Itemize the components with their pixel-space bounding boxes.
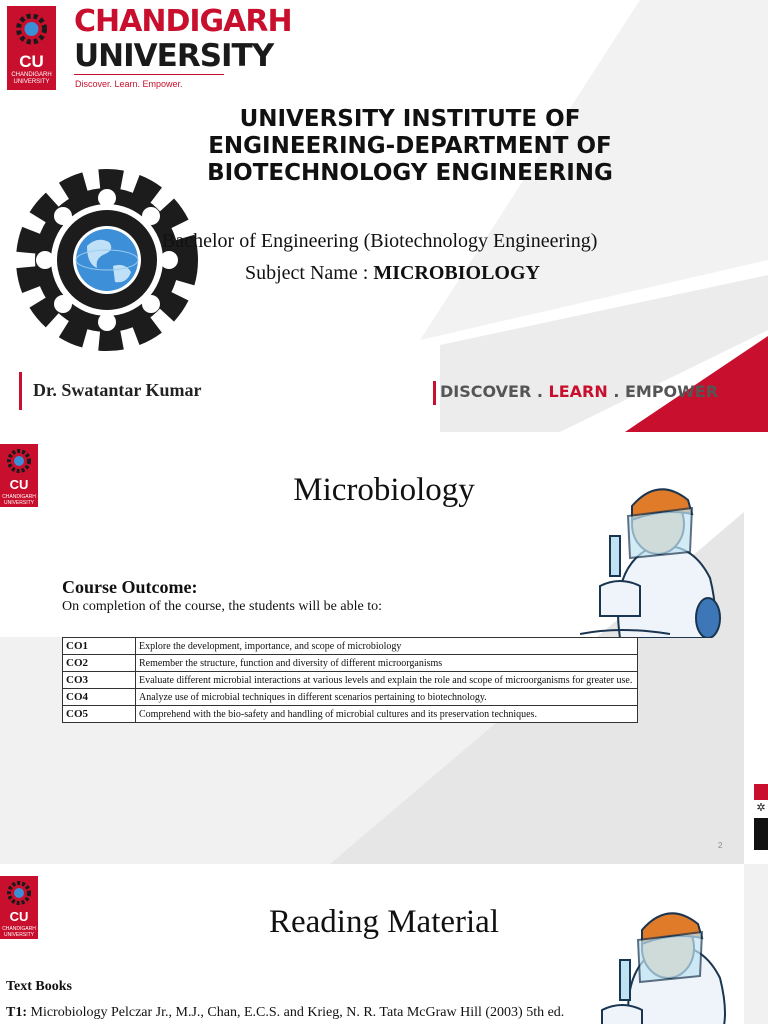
table-row bbox=[63, 638, 638, 655]
textbooks-heading: Text Books bbox=[6, 979, 73, 994]
side-tab-red bbox=[754, 784, 768, 800]
motto-learn: LEARN bbox=[548, 382, 608, 401]
logo-cu-text: CU bbox=[9, 477, 29, 492]
subject-line bbox=[245, 262, 540, 285]
outcome-code: CO5 bbox=[63, 706, 136, 723]
subject-name: MICROBIOLOGY bbox=[373, 262, 540, 284]
motto-accent-bar bbox=[433, 381, 436, 405]
t1-text: Microbiology Pelczar Jr., M.J., Chan, E.C.S. and Krieg, N. R. Tata McGraw Hill (2003) 5th ed. bbox=[27, 1005, 565, 1020]
motto-sep: . bbox=[607, 382, 625, 401]
gear-icon: ✲ bbox=[754, 801, 768, 815]
table-row bbox=[63, 706, 638, 723]
institute-title: UNIVERSITY INSTITUTE OF ENGINEERING-DEPARTMENT OF BIOTECHNOLOGY ENGINEERING bbox=[207, 106, 613, 186]
outcome-text: Evaluate different microbial interactions at various levels and explain the role and scope of microorganisms for greater use. bbox=[136, 672, 638, 689]
textbook-t1 bbox=[6, 1005, 564, 1021]
table-row bbox=[63, 689, 638, 706]
course-outcome-slide bbox=[0, 432, 768, 864]
page-number: 2 bbox=[718, 841, 723, 850]
motto-discover: DISCOVER bbox=[440, 382, 532, 401]
outcome-text: Explore the development, importance, and scope of microbiology bbox=[136, 638, 638, 655]
cu-logo bbox=[7, 6, 56, 90]
slide-title: Reading Material bbox=[268, 904, 499, 940]
outcome-code: CO2 bbox=[63, 655, 136, 672]
brand-divider bbox=[74, 74, 224, 75]
side-tab-dark bbox=[754, 818, 768, 850]
reading-material-slide bbox=[0, 864, 768, 1024]
title-slide bbox=[0, 0, 768, 432]
logo-sub-text: CHANDIGARH UNIVERSITY bbox=[2, 926, 36, 938]
teacher-accent-bar bbox=[19, 372, 22, 410]
logo-cu-text: CU bbox=[9, 909, 29, 924]
logo-sub-text: CHANDIGARH UNIVERSITY bbox=[2, 494, 36, 506]
outcome-text: Remember the structure, function and diversity of different microorganisms bbox=[136, 655, 638, 672]
outcome-text: Comprehend with the bio-safety and handling of microbial cultures and its preservation techniques. bbox=[136, 706, 638, 723]
motto-empower: EMPOWER bbox=[624, 382, 719, 401]
course-outcome-heading: Course Outcome: bbox=[62, 577, 198, 597]
gear-emblem-icon bbox=[7, 6, 56, 52]
course-outcome-subheading: On completion of the course, the students will be able to: bbox=[62, 599, 382, 614]
brand-tagline: Discover. Learn. Empower. bbox=[75, 79, 183, 89]
course-outcome-table bbox=[62, 637, 638, 723]
t1-label: T1: bbox=[6, 1005, 27, 1020]
table-row bbox=[63, 655, 638, 672]
logo-sub-text: CHANDIGARH UNIVERSITY bbox=[11, 72, 52, 85]
subject-prefix: Subject Name : bbox=[245, 262, 374, 284]
brand-name-line1: CHANDIGARH bbox=[74, 4, 292, 39]
slide-title: Microbiology bbox=[293, 472, 475, 508]
gear-globe-icon bbox=[4, 160, 210, 360]
outcome-code: CO3 bbox=[63, 672, 136, 689]
teacher-name: Dr. Swatantar Kumar bbox=[33, 380, 202, 400]
brand-name-line2: UNIVERSITY bbox=[74, 38, 274, 74]
table-row bbox=[63, 672, 638, 689]
scientist-illustration bbox=[590, 898, 740, 1024]
scientist-illustration bbox=[580, 466, 730, 638]
outcome-code: CO4 bbox=[63, 689, 136, 706]
outcome-text: Analyze use of microbial techniques in different scenarios pertaining to biotechnology. bbox=[136, 689, 638, 706]
outcome-code: CO1 bbox=[63, 638, 136, 655]
motto-sep: . bbox=[531, 382, 549, 401]
logo-cu-text: CU bbox=[19, 52, 44, 71]
degree-text: Bachelor of Engineering (Biotechnology Engineering) bbox=[162, 230, 598, 252]
motto bbox=[440, 382, 718, 401]
